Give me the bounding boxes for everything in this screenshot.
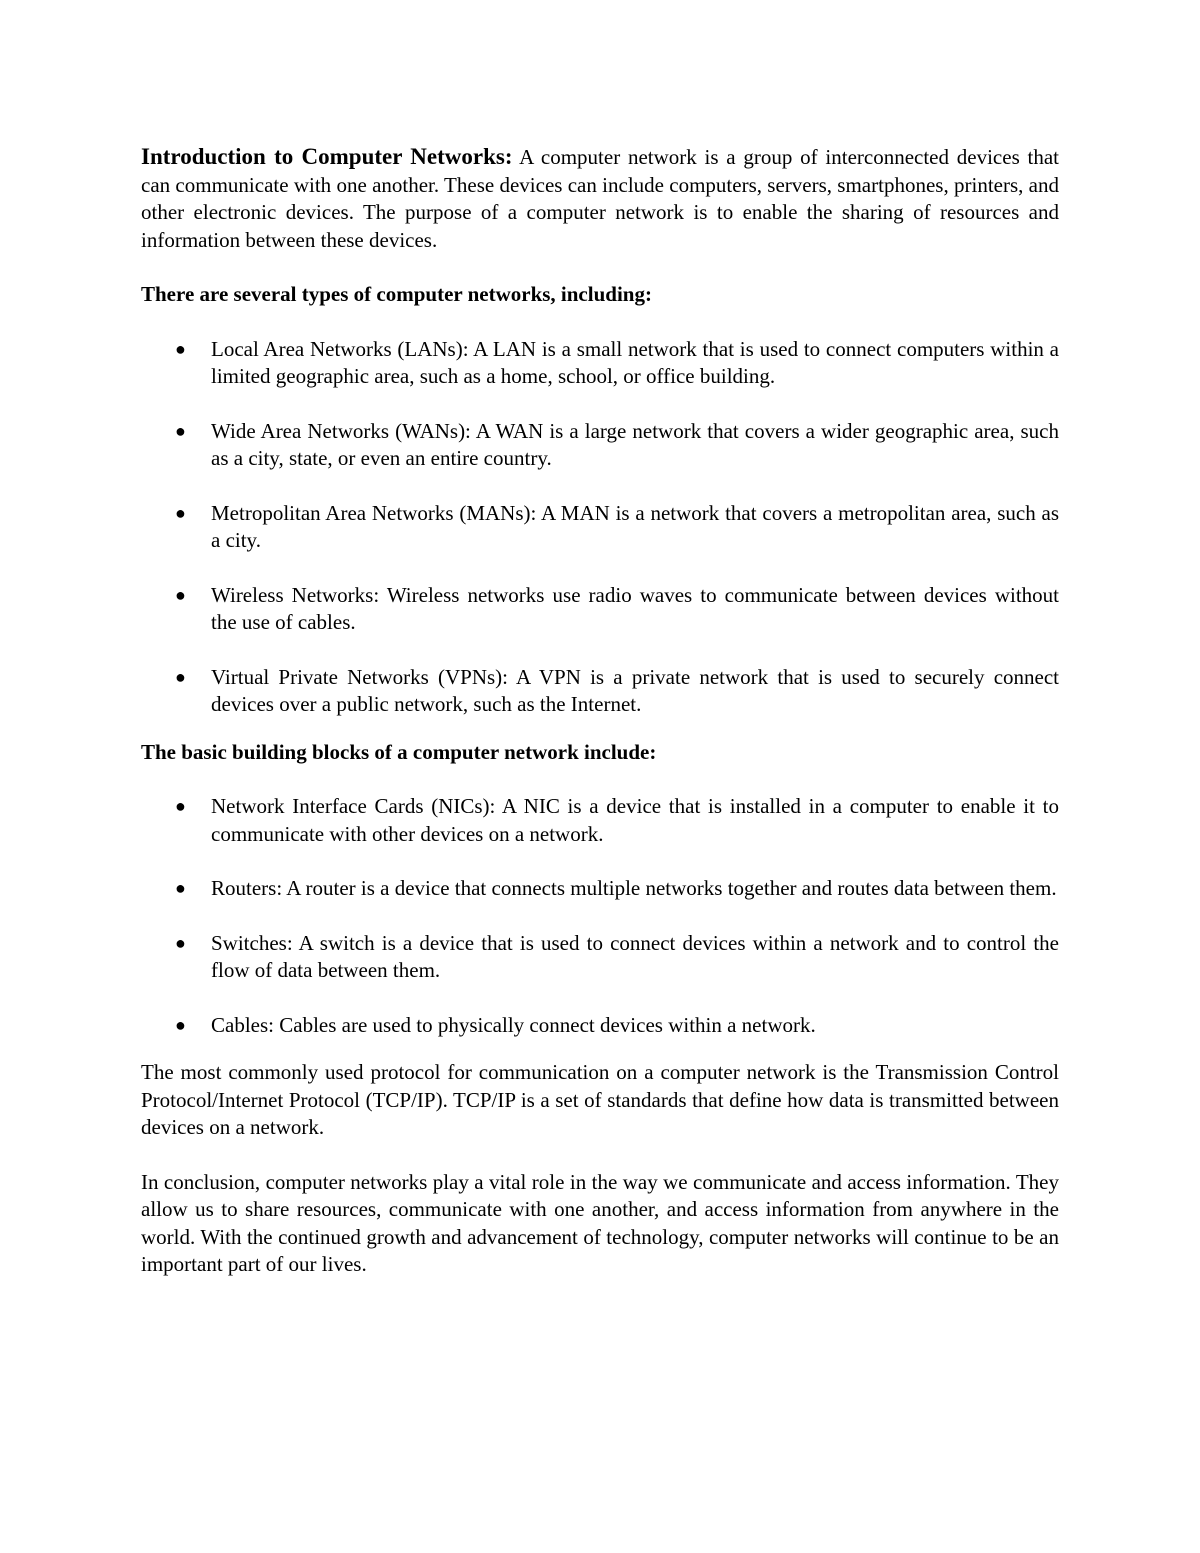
list-item	[141, 418, 1059, 473]
intro-paragraph	[141, 143, 1059, 254]
list-item	[141, 664, 1059, 719]
protocol-paragraph: The most commonly used protocol for communication on a computer network is the Transmission Control Protocol/Internet Protocol (TCP/IP). TCP/IP is a set of standards that define how data is transmitted between devices on a network.	[141, 1060, 1059, 1139]
bullet-icon: ●	[175, 502, 186, 523]
blocks-heading: The basic building blocks of a computer network include:	[141, 739, 657, 764]
blocks-list	[141, 793, 1059, 1039]
bullet-icon: ●	[175, 1014, 186, 1035]
types-heading: There are several types of computer networks, including:	[141, 282, 652, 306]
list-item-text: Cables: Cables are used to physically connect devices within a network.	[211, 1012, 816, 1037]
list-item-text: Network Interface Cards (NICs): A NIC is a device that is installed in a computer to enable it to communicate with other devices on a network.	[211, 794, 1059, 846]
list-item	[141, 1012, 1059, 1040]
bullet-icon: ●	[175, 338, 186, 359]
list-item-text: Virtual Private Networks (VPNs): A VPN is a private network that is used to securely connect devices over a public network, such as the Internet.	[211, 664, 1059, 716]
list-item-text: Local Area Networks (LANs): A LAN is a small network that is used to connect computers within a limited geographic area, such as a home, school, or office building.	[211, 336, 1059, 388]
bullet-icon: ●	[175, 878, 186, 898]
list-item	[141, 875, 1059, 903]
list-item-text: Routers: A router is a device that connects multiple networks together and routes data between them.	[211, 876, 1057, 900]
bullet-icon: ●	[175, 796, 186, 816]
list-item	[141, 930, 1059, 985]
types-list	[141, 336, 1059, 719]
bullet-icon: ●	[175, 420, 186, 441]
list-item-text: Metropolitan Area Networks (MANs): A MAN is a network that covers a metropolitan area, such as a city.	[211, 500, 1059, 552]
document-page	[141, 143, 1059, 1306]
list-item	[141, 582, 1059, 637]
intro-title: Introduction to Computer Networks:	[141, 144, 513, 169]
list-item-text: Wide Area Networks (WANs): A WAN is a large network that covers a wider geographic area, such as a city, state, or even an entire country.	[211, 418, 1059, 470]
bullet-icon: ●	[175, 666, 186, 687]
list-item	[141, 336, 1059, 391]
bullet-icon: ●	[175, 932, 186, 953]
conclusion-paragraph: In conclusion, computer networks play a vital role in the way we communicate and access information. They allow us to share resources, communicate with one another, and access information from anywhere in the world. With the continued growth and advancement of technology, computer networks will continue to be an important part of our lives.	[141, 1169, 1059, 1276]
list-item	[141, 793, 1059, 848]
bullet-icon: ●	[175, 584, 186, 605]
list-item-text: Switches: A switch is a device that is used to connect devices within a network and to control the flow of data between them.	[211, 930, 1059, 982]
list-item-text: Wireless Networks: Wireless networks use radio waves to communicate between devices without the use of cables.	[211, 582, 1059, 634]
intro-text: A computer network is a group of interconnected devices that can communicate with one another. These devices can include computers, servers, smartphones, printers, and other electronic devices. The purpose of a computer network is to enable the sharing of resources and information between these devices.	[141, 145, 1059, 252]
list-item	[141, 500, 1059, 555]
